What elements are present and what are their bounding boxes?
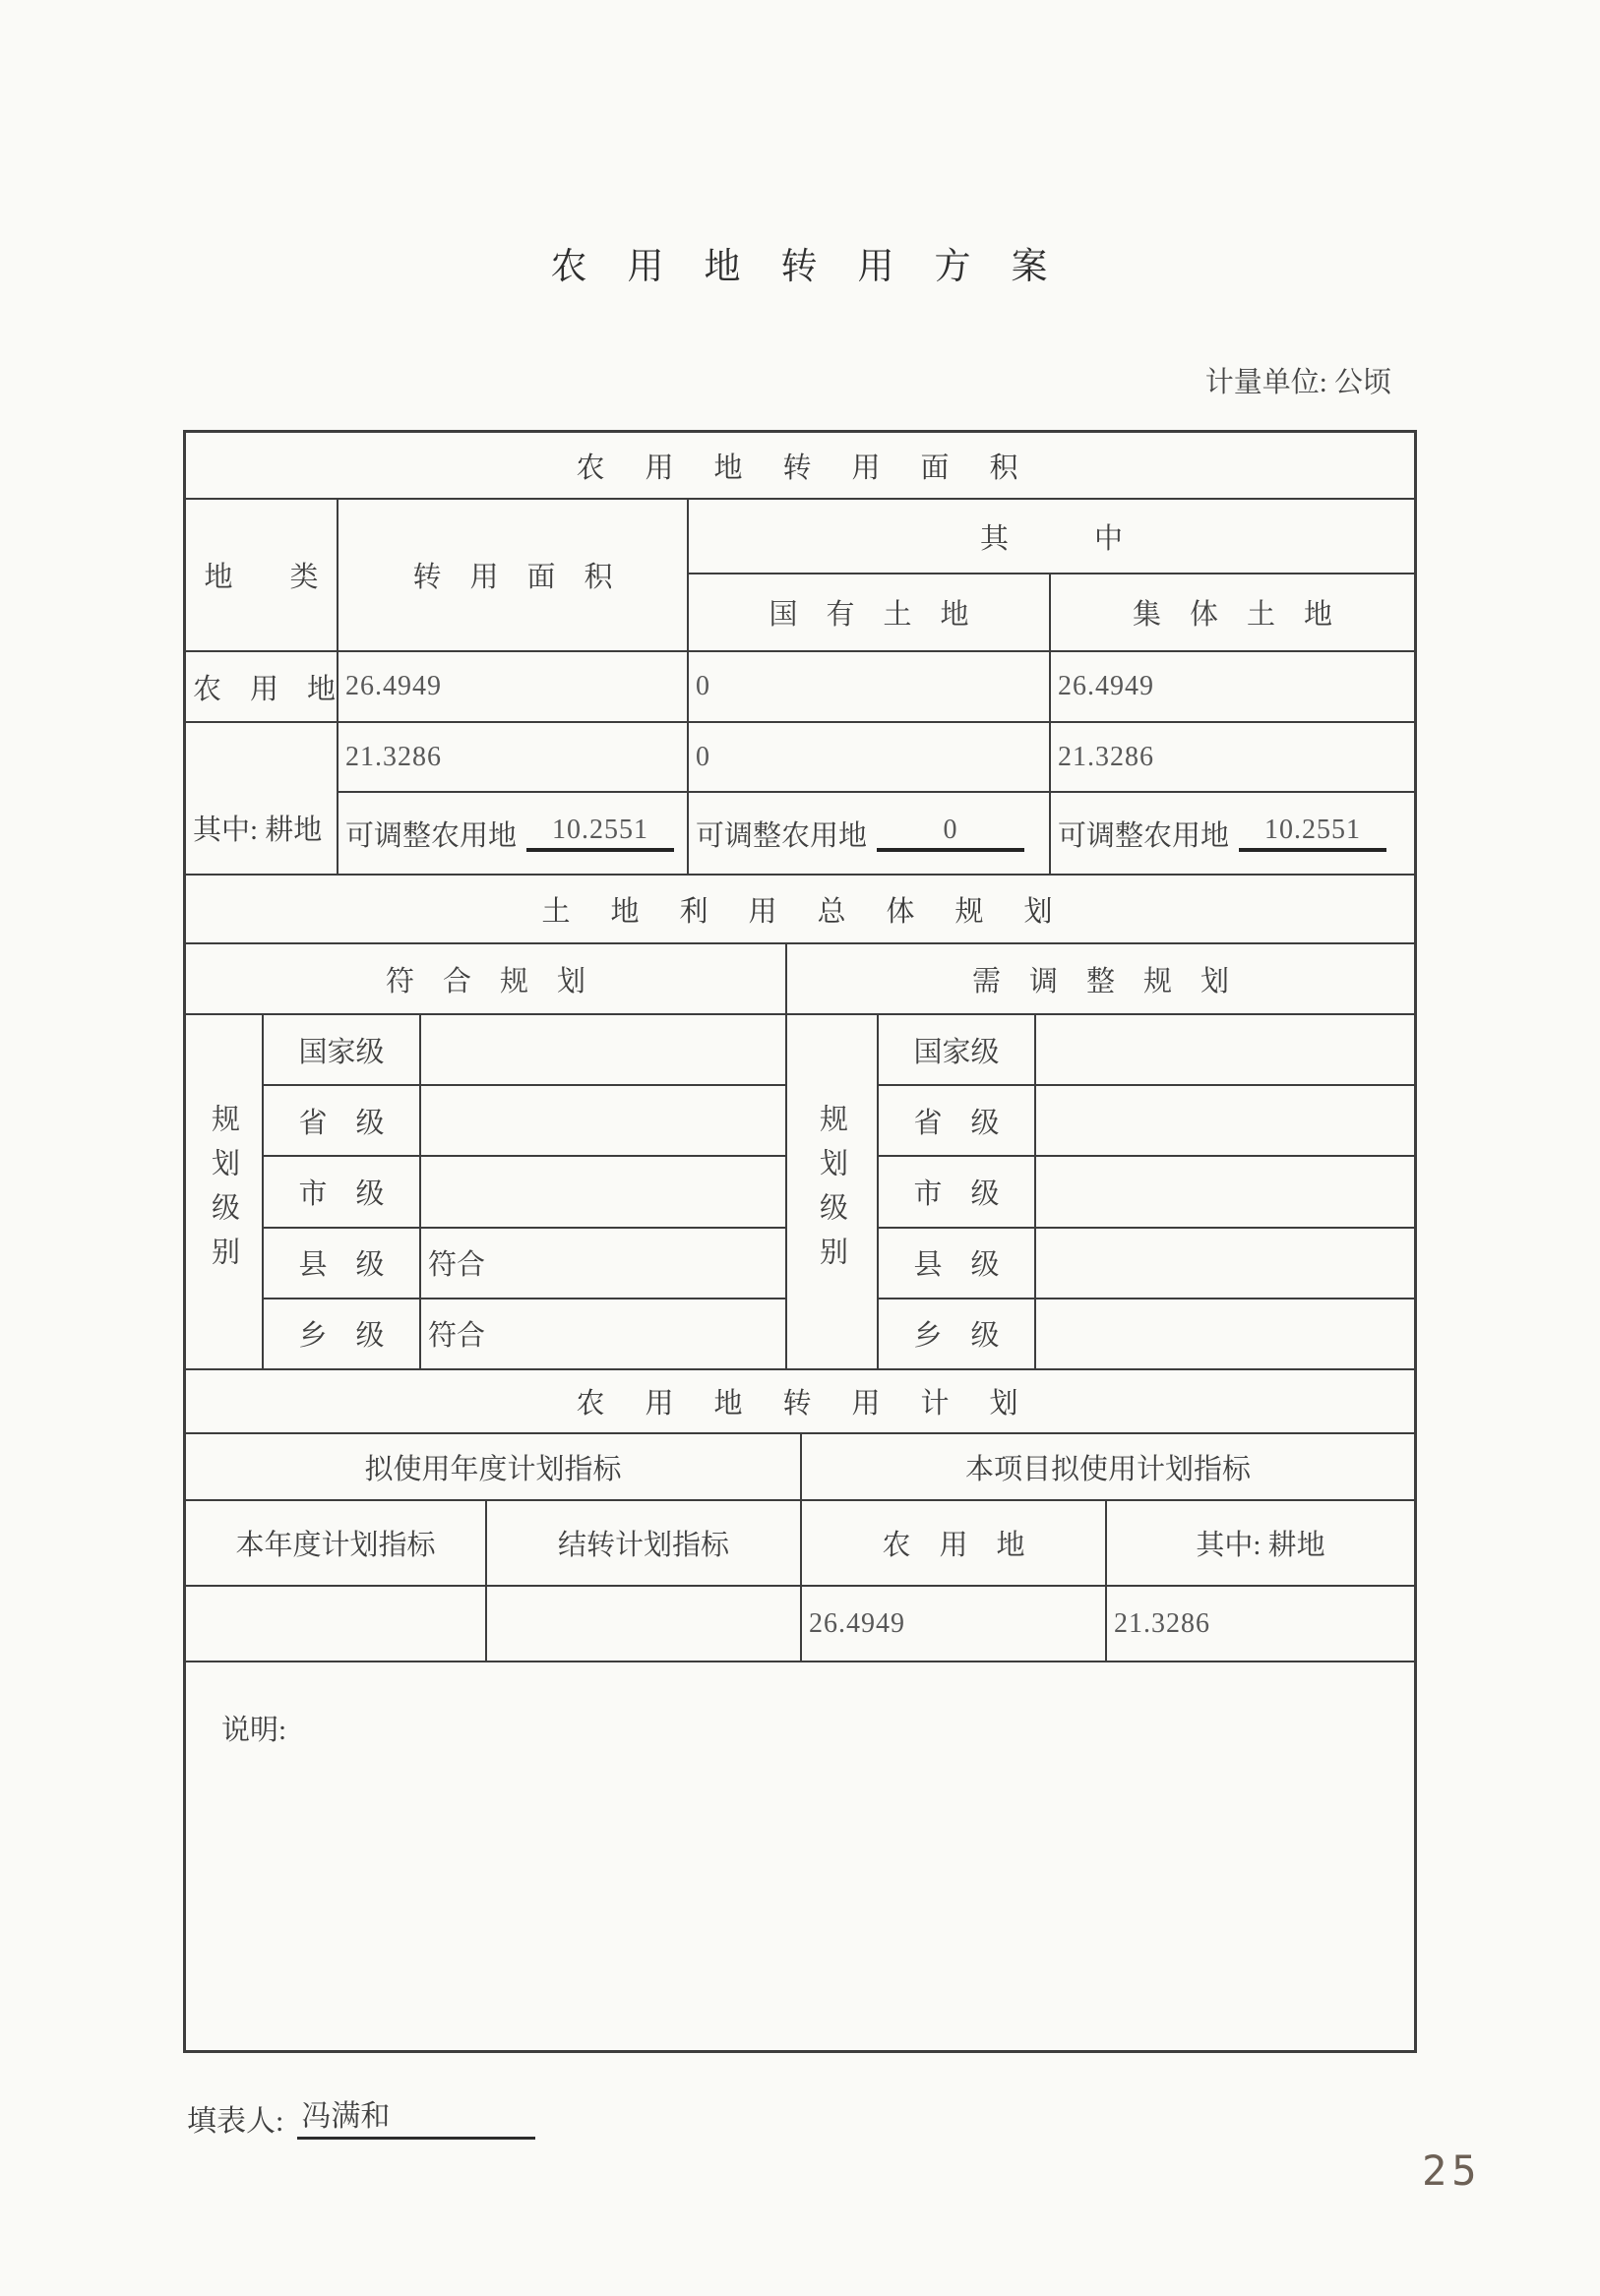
conversion-area-header-cell: 转 用 面 积 bbox=[338, 500, 689, 650]
level-label: 乡 级 bbox=[264, 1299, 421, 1368]
agricultural-collective-value: 26.4949 bbox=[1058, 671, 1154, 701]
section-title-conversion-plan: 农 用 地 转 用 计 划 bbox=[186, 1370, 1414, 1434]
notes-label: 说明: bbox=[221, 1715, 287, 1746]
form-filler-line bbox=[187, 2091, 535, 2140]
level-label: 省 级 bbox=[879, 1086, 1036, 1155]
planning-row bbox=[879, 1157, 1414, 1228]
level-label: 县 级 bbox=[264, 1229, 421, 1298]
plan-column-header-row bbox=[186, 1501, 1414, 1587]
planning-row bbox=[879, 1229, 1414, 1299]
carryover-indicator-value bbox=[487, 1587, 802, 1661]
level-value: 符合 bbox=[428, 1320, 486, 1353]
planning-row bbox=[264, 1157, 785, 1228]
level-value bbox=[421, 1015, 785, 1084]
level-label: 市 级 bbox=[264, 1157, 421, 1226]
level-label: 乡 级 bbox=[879, 1299, 1036, 1368]
page-number: 25 bbox=[1422, 2146, 1482, 2195]
form-table bbox=[183, 430, 1417, 2053]
planning-row bbox=[264, 1015, 785, 1086]
planning-row bbox=[879, 1299, 1414, 1368]
level-value: 符合 bbox=[428, 1249, 486, 1282]
level-label: 市 级 bbox=[879, 1157, 1036, 1226]
level-value bbox=[421, 1086, 785, 1155]
cultivated-values-row bbox=[338, 723, 1414, 793]
cultivated-land-group bbox=[186, 723, 1414, 876]
cultivated-total-value: 21.3286 bbox=[338, 723, 689, 791]
plan-cultivated-header: 其中: 耕地 bbox=[1196, 1530, 1325, 1561]
needs-adjustment-header: 需 调 整 规 划 bbox=[971, 965, 1229, 997]
level-value bbox=[1036, 1157, 1414, 1226]
level-label: 省 级 bbox=[264, 1086, 421, 1155]
section-title-overall-planning: 土 地 利 用 总 体 规 划 bbox=[186, 876, 1414, 944]
project-plan-indicator-header: 本项目拟使用计划指标 bbox=[964, 1453, 1251, 1485]
adjustable-prefix-label: 可调整农用地 bbox=[1058, 819, 1230, 852]
level-value bbox=[1036, 1229, 1414, 1298]
document-title: 农 用 地 转 用 方 案 bbox=[550, 247, 1050, 287]
adjustable-total-cell bbox=[338, 793, 689, 874]
adjustable-prefix-label: 可调整农用地 bbox=[696, 819, 868, 852]
agricultural-land-row bbox=[186, 652, 1414, 723]
planning-row bbox=[264, 1086, 785, 1157]
cultivated-land-label: 其中: 耕地 bbox=[186, 723, 338, 874]
cultivated-collective-value: 21.3286 bbox=[1058, 741, 1154, 772]
plan-group-header-row bbox=[186, 1434, 1414, 1501]
adjustable-land-row bbox=[338, 793, 1414, 874]
planning-row bbox=[879, 1086, 1414, 1157]
current-year-indicator-header: 本年度计划指标 bbox=[186, 1501, 487, 1585]
adjustable-total-value: 10.2551 bbox=[526, 815, 674, 852]
notes-box bbox=[186, 1662, 1414, 2050]
planning-level-axis-left: 规划级别 bbox=[186, 1015, 264, 1368]
adjustable-collective-value: 10.2551 bbox=[1239, 815, 1386, 852]
level-value bbox=[1036, 1299, 1414, 1368]
section-title-conversion-area: 农 用 地 转 用 面 积 bbox=[186, 433, 1414, 500]
level-value bbox=[421, 1157, 785, 1226]
form-filler-label: 填表人: bbox=[187, 2105, 284, 2138]
annual-plan-indicator-header: 拟使用年度计划指标 bbox=[186, 1434, 802, 1499]
conversion-area-header-row bbox=[186, 500, 1414, 652]
planning-level-grid bbox=[186, 1015, 1414, 1370]
level-label: 国家级 bbox=[264, 1015, 421, 1084]
planning-subheader-row bbox=[186, 944, 1414, 1015]
planning-row bbox=[264, 1229, 785, 1299]
plan-agricultural-header: 农 用 地 bbox=[802, 1501, 1107, 1585]
measurement-unit-note: 计量单位: 公顷 bbox=[1204, 367, 1391, 398]
plan-values-row bbox=[186, 1587, 1414, 1662]
level-label: 国家级 bbox=[879, 1015, 1036, 1084]
planning-row bbox=[879, 1015, 1414, 1086]
agricultural-state-value: 0 bbox=[689, 652, 1051, 721]
carryover-indicator-header: 结转计划指标 bbox=[487, 1501, 802, 1585]
adjustable-prefix-label: 可调整农用地 bbox=[345, 819, 518, 852]
cultivated-state-value: 0 bbox=[689, 723, 1051, 791]
level-value bbox=[1036, 1086, 1414, 1155]
level-value bbox=[1036, 1015, 1414, 1084]
planning-left-half bbox=[186, 1015, 787, 1368]
planning-row bbox=[264, 1299, 785, 1368]
adjustable-state-value: 0 bbox=[877, 815, 1024, 852]
planning-level-axis-right: 规划级别 bbox=[787, 1015, 879, 1368]
of-which-header-cell: 其 中 bbox=[689, 500, 1414, 574]
collective-land-header-cell: 集 体 土 地 bbox=[1132, 599, 1332, 631]
conforms-planning-header: 符 合 规 划 bbox=[186, 944, 787, 1013]
level-label: 县 级 bbox=[879, 1229, 1036, 1298]
of-which-header-group bbox=[689, 500, 1414, 650]
form-filler-name: 冯满和 bbox=[297, 2091, 535, 2140]
adjustable-state-cell bbox=[689, 793, 1051, 874]
planning-right-half bbox=[787, 1015, 1414, 1368]
agricultural-land-label: 农 用 地 bbox=[186, 652, 338, 721]
current-year-indicator-value bbox=[186, 1587, 487, 1661]
agricultural-total-value: 26.4949 bbox=[338, 652, 689, 721]
plan-agricultural-value: 26.4949 bbox=[802, 1587, 1107, 1661]
state-owned-land-header-cell: 国 有 土 地 bbox=[689, 574, 1051, 650]
adjustable-collective-cell bbox=[1051, 793, 1414, 874]
land-type-header-cell: 地 类 bbox=[186, 500, 338, 650]
plan-cultivated-value: 21.3286 bbox=[1114, 1607, 1210, 1639]
